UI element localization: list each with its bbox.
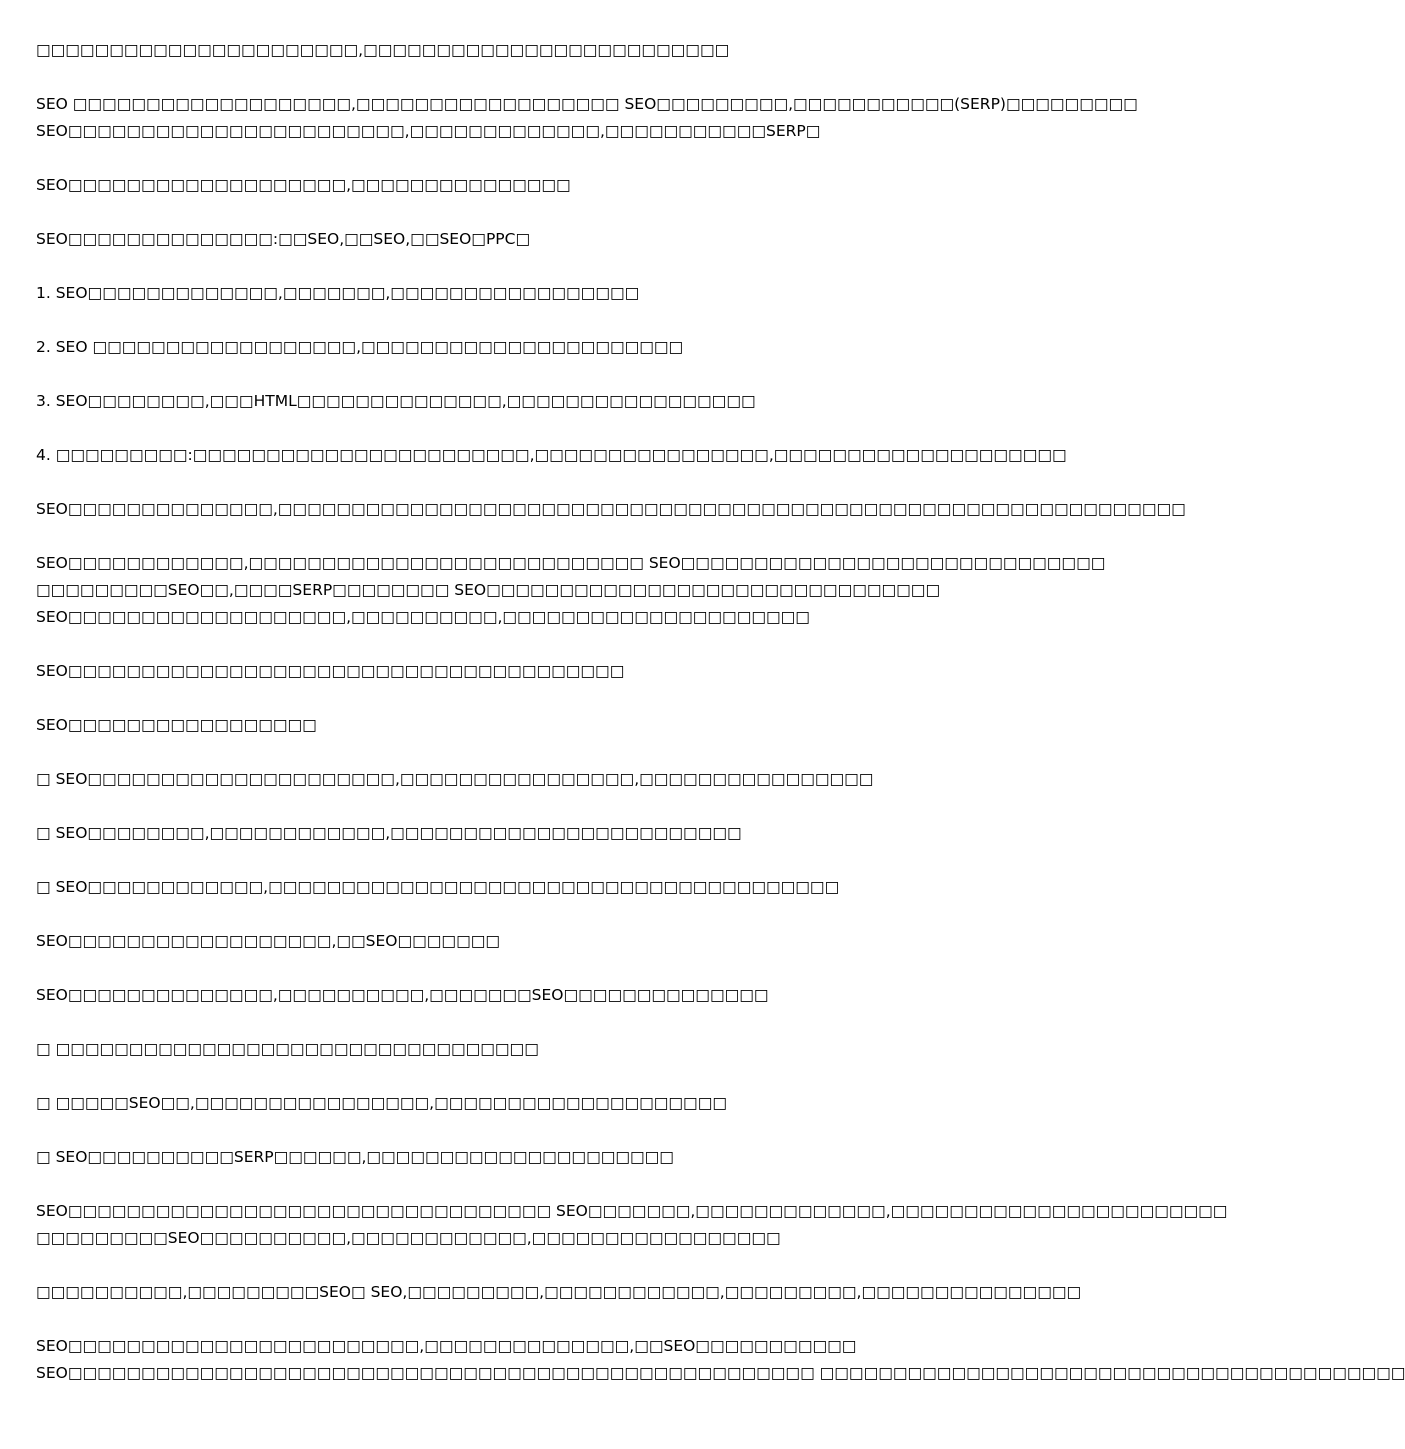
text-line: SEO□□□□□□□□□□□□□□□□□ [36,716,317,734]
text-line: SEO □□□□□□□□□□□□□□□□□□□,□□□□□□□□□□□□□□□□□□ SEO□□□□□□□□□,□□□□□□□□□□□(SERP)□□□□□□□□□ [36,95,1138,113]
text-line: 4. □□□□□□□□□:□□□□□□□□□□□□□□□□□□□□□□□,□□□□□□□□□□□□□□□□,□□□□□□□□□□□□□□□□□□□□ [36,446,1067,464]
text-line: SEO□□□□□□□□□□□□□□□□□□□□□□□□□□□□□□□□□ SEO□□□□□□□,□□□□□□□□□□□□□,□□□□□□□□□□□□□□□□□□□□□□□ [36,1202,1228,1220]
paragraph [36,172,988,199]
text-line: □□□□□□□□□□□□□□□□□□□□□□,□□□□□□□□□□□□□□□□□□□□□□□□□ [36,41,730,59]
text-line: □ SEO□□□□□□□□□□□□□□□□□□□□□,□□□□□□□□□□□□□□□□,□□□□□□□□□□□□□□□□ [36,770,874,788]
paragraph [36,820,988,847]
paragraph [36,388,988,415]
paragraph [36,712,988,739]
paragraph [36,1036,988,1063]
text-line: SEO□□□□□□□□□□□□□□,□□□□□□□□□□,□□□□□□□SEO□□□□□□□□□□□□□□ [36,986,769,1004]
text-line: □ SEO□□□□□□□□□□SERP□□□□□□,□□□□□□□□□□□□□□□□□□□□□ [36,1148,674,1166]
text-line: □□□□□□□□□SEO□□□□□□□□□□,□□□□□□□□□□□□,□□□□□□□□□□□□□□□□□ [36,1229,781,1247]
text-line: SEO□□□□□□□□□□□□□□:□□SEO,□□SEO,□□SEO□PPC□ [36,230,531,248]
paragraph [36,1144,988,1171]
paragraph [36,496,1186,523]
text-line: □ □□□□□SEO□□,□□□□□□□□□□□□□□□□,□□□□□□□□□□□□□□□□□□□□ [36,1094,727,1112]
text-line: SEO□□□□□□□□□□□□,□□□□□□□□□□□□□□□□□□□□□□□□□□□ SEO□□□□□□□□□□□□□□□□□□□□□□□□□□□□□ [36,554,1106,572]
paragraph [36,1279,1082,1306]
text-line: □ □□□□□□□□□□□□□□□□□□□□□□□□□□□□□□□□□ [36,1040,539,1058]
text-line: □ SEO□□□□□□□□,□□□□□□□□□□□□,□□□□□□□□□□□□□□□□□□□□□□□□ [36,824,742,842]
text-line: SEO□□□□□□□□□□□□□□,□□□□□□□□□□□□□□□□□□□□□□□□□□□□□□□□□□□□□□□□□□□□□□□□□□□□□□□□□□□□□□ [36,500,1186,518]
paragraph [36,280,988,307]
paragraph [36,766,988,793]
paragraph [36,334,988,361]
text-line: SEO□□□□□□□□□□□□□□□□□□□□□□□□□□□□□□□□□□□□□□ [36,662,625,680]
text-line: 1. SEO□□□□□□□□□□□□□,□□□□□□□,□□□□□□□□□□□□□□□□□ [36,284,640,302]
text-line: SEO□□□□□□□□□□□□□□□□□□□□□□□,□□□□□□□□□□□□□,□□□□□□□□□□□SERP□ [36,122,821,140]
paragraph [36,550,1106,631]
paragraph [36,658,988,685]
paragraph [36,91,1138,145]
paragraph [36,1198,1228,1252]
text-line: SEO□□□□□□□□□□□□□□□□□□□□□□□□,□□□□□□□□□□□□□□,□□SEO□□□□□□□□□□□ [36,1337,857,1355]
text-line: □□□□□□□□□□,□□□□□□□□□SEO□ SEO,□□□□□□□□□,□□□□□□□□□□□□,□□□□□□□□□,□□□□□□□□□□□□□□□ [36,1283,1082,1301]
paragraph [36,226,988,253]
text-line: SEO□□□□□□□□□□□□□□□□□□□,□□□□□□□□□□,□□□□□□□□□□□□□□□□□□□□□ [36,608,810,626]
text-line: SEO□□□□□□□□□□□□□□□□□□□□□□□□□□□□□□□□□□□□□□□□□□□□□□□□□□□ □□□□□□□□□□□□□□□□□□□□□□□□□□□□□□□□□□□□□□□□ [36,1364,1405,1382]
paragraph [36,982,988,1009]
text-line: 2. SEO □□□□□□□□□□□□□□□□□□,□□□□□□□□□□□□□□□□□□□□□□ [36,338,684,356]
text-line: □□□□□□□□□SEO□□,□□□□SERP□□□□□□□□ SEO□□□□□□□□□□□□□□□□□□□□□□□□□□□□□□□ [36,581,941,599]
paragraph [36,442,1067,469]
paragraph [36,37,988,64]
paragraph [36,1090,988,1117]
paragraph [36,1333,1405,1387]
paragraph [36,928,988,955]
paragraph [36,874,988,901]
text-line: SEO□□□□□□□□□□□□□□□□□□,□□SEO□□□□□□□ [36,932,501,950]
text-line: SEO□□□□□□□□□□□□□□□□□□□,□□□□□□□□□□□□□□□ [36,176,571,194]
text-line: □ SEO□□□□□□□□□□□□,□□□□□□□□□□□□□□□□□□□□□□□□□□□□□□□□□□□□□□□ [36,878,840,896]
text-line: 3. SEO□□□□□□□□,□□□HTML□□□□□□□□□□□□□□,□□□□□□□□□□□□□□□□□ [36,392,756,410]
